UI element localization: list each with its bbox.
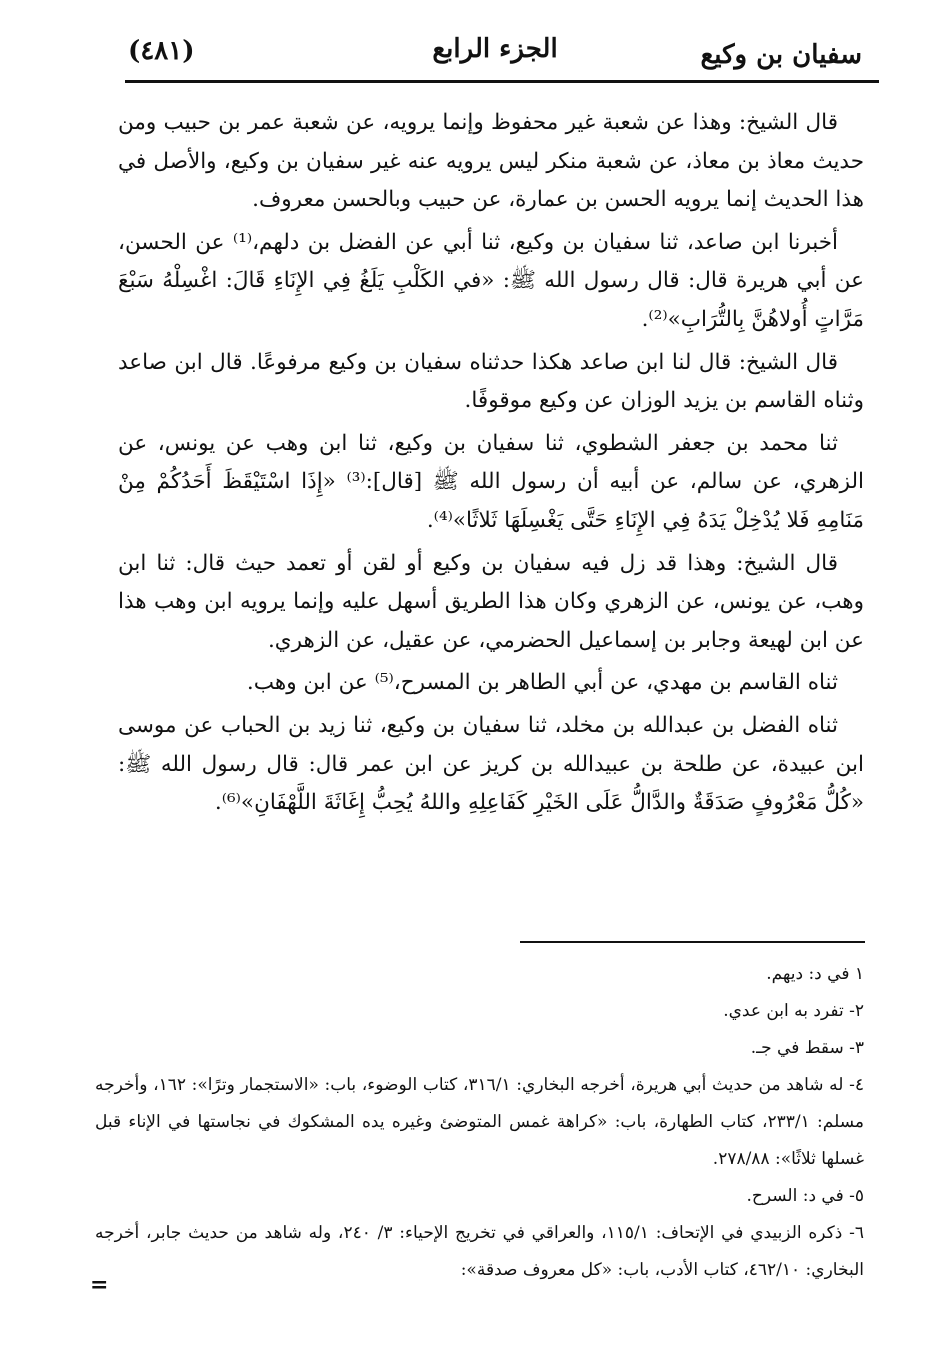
volume-label: الجزء الرابع	[432, 34, 558, 64]
running-header	[128, 30, 862, 76]
footnote: ٦- ذكره الزبيدي في الإتحاف: ١١٥/١، والعراقي في تخريج الإحياء: ٣/ ٢٤٠، وله شاهد من حديث جابر، أخرجه البخاري: ٤٦٢/١٠، كتاب الأدب، باب: «كل معروف صدقة»:	[95, 1223, 864, 1280]
footnote: ٣- سقط في جـ.	[750, 1038, 864, 1058]
paragraph: ثنا محمد بن جعفر الشطوي، ثنا سفيان بن وكيع، ثنا ابن وهب عن يونس، عن الزهري، عن سالم، عن أبيه أن رسول الله ﷺ [قال]:⁽³⁾ «إِذَا اسْتَيْقَظَ أَحَدُكُمْ مِنْ مَنَامِهِ فَلا يُدْخِلْ يَدَهُ فِي الإِنَاءِ حَتَّى يَغْسِلَهَا ثَلاثًا»⁽⁴⁾.	[118, 430, 864, 533]
footnote: ٢- تفرد به ابن عدي.	[723, 1001, 864, 1021]
footnote: ٤- له شاهد من حديث أبي هريرة، أخرجه البخاري: ٣١٦/١، كتاب الوضوء، باب: «الاستجمار وترًا»: ١٦٢، وأخرجه مسلم: ٢٣٣/١، كتاب الطهارة، باب: «كراهة غمس المتوضئ وغيره يده المشكوك في نجاستها في الإناء قبل غسلها ثلاثًا»: ٢٧٨/٨٨.	[95, 1075, 865, 1169]
footnote: ١ في د: ديهم.	[766, 964, 864, 984]
page-number: (٤٨١)	[128, 36, 195, 66]
paragraph: قال الشيخ: قال لنا ابن صاعد هكذا حدثناه سفيان بن وكيع مرفوعًا. قال ابن صاعد وثناه القاسم بن يزيد الوزان عن وكيع موقوفًا.	[118, 349, 864, 414]
header-divider	[125, 80, 879, 83]
paragraph: أخبرنا ابن صاعد، ثنا سفيان بن وكيع، ثنا أبي عن الفضل بن دلهم،⁽¹⁾ عن الحسن، عن أبي هريرة قال: قال رسول الله ﷺ: «في الكَلْبِ يَلَغُ فِي الإِنَاءِ قَالَ: اغْسِلْهُ سَبْعَ مَرَّاتٍ أُولاهُنَّ بِالتُّرَابِ»⁽²⁾.	[118, 229, 864, 332]
book-title: سفيان بن وكيع	[700, 40, 862, 70]
paragraph: قال الشيخ: وهذا قد زل فيه سفيان بن وكيع أو لقن أو تعمد حيث قال: ثنا ابن وهب، عن يونس، عن الزهري وكان هذا الطريق أسهل عليه وإنما يرويه ابن وهب هذا عن ابن لهيعة وجابر بن إسماعيل الحضرمي، عن عقيل، عن الزهري.	[118, 550, 864, 653]
paragraph: ثناه الفضل بن عبدالله بن مخلد، ثنا سفيان بن وكيع، ثنا زيد بن الحباب عن موسى ابن عبيدة، عن طلحة بن عبيدالله بن كريز عن ابن عمر قال: قال رسول الله ﷺ: «كُلُّ مَعْرُوفٍ صَدَقَةٌ والدَّالُّ عَلَى الخَيْرِ كَفَاعِلِهِ واللهُ يُحِبُّ إِغَاثَةَ اللَّهْفَانِ»⁽⁶⁾.	[118, 712, 864, 816]
footnote: ٥- في د: السرح.	[746, 1186, 864, 1206]
main-text	[118, 104, 864, 827]
footnote-divider	[520, 941, 865, 943]
footnotes	[95, 956, 864, 1289]
paragraph: ثناه القاسم بن مهدي، عن أبي الطاهر بن المسرح،⁽⁵⁾ عن ابن وهب.	[246, 670, 838, 696]
continuation-mark: =	[90, 1272, 109, 1298]
paragraph: قال الشيخ: وهذا عن شعبة غير محفوظ وإنما يرويه، عن شعبة عمر بن حبيب ومن حديث معاذ بن معاذ، عن شعبة منكر ليس يرويه عنه غير سفيان بن وكيع، والأصل في هذا الحديث إنما يرويه الحسن بن عمارة، عن حبيب وبالحسن معروف.	[118, 110, 864, 213]
